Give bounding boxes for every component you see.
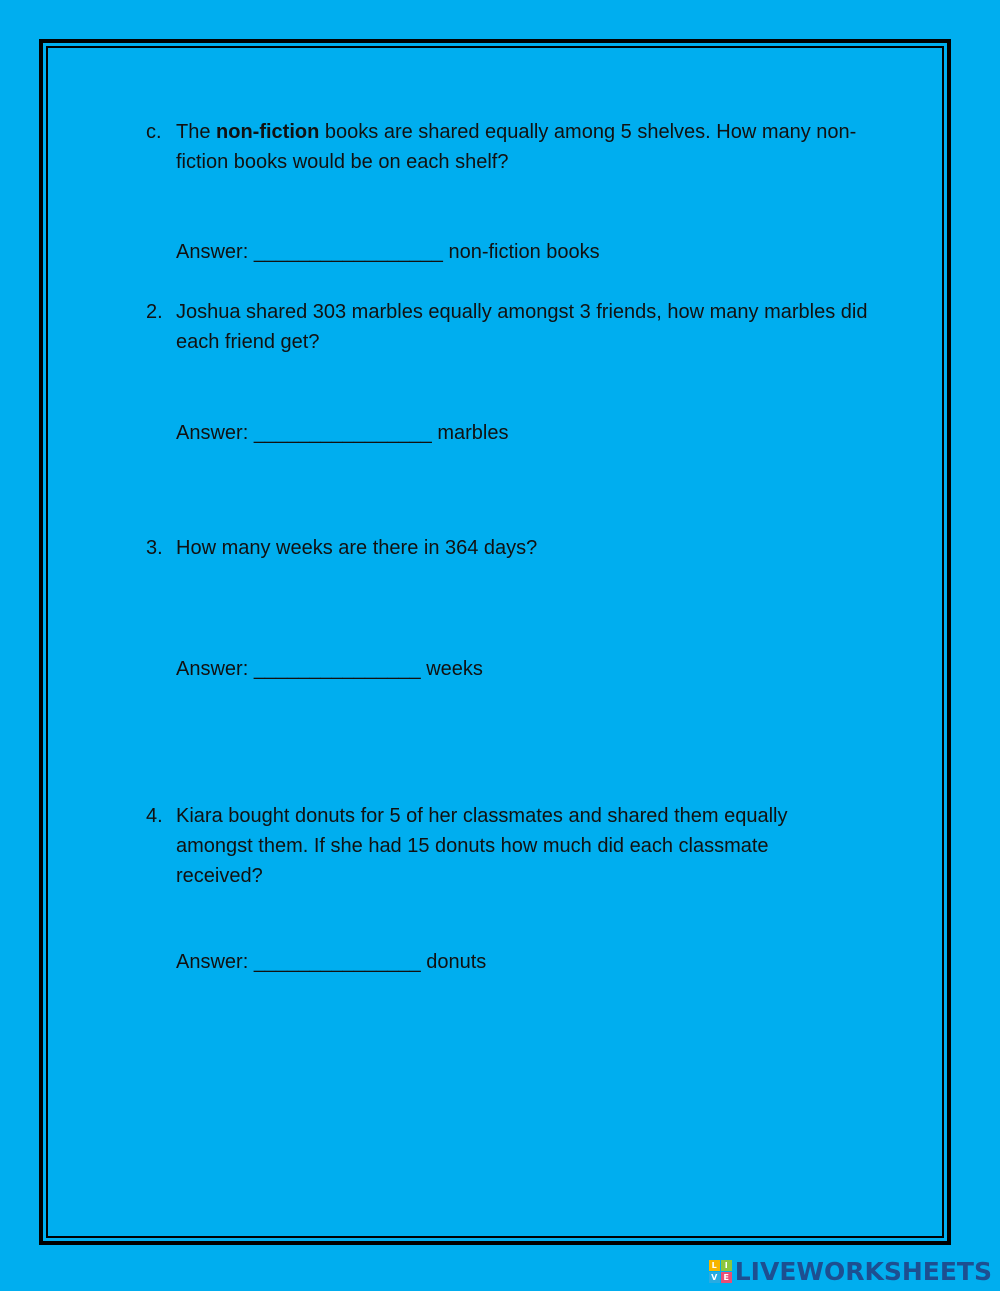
answer-3-label: Answer: xyxy=(176,658,249,680)
answer-c-label: Answer: xyxy=(176,241,249,263)
liveworksheets-logo-text: LIVEWORKSHEETS xyxy=(734,1256,992,1286)
answer-4 xyxy=(176,947,486,977)
question-c-text xyxy=(176,117,886,177)
logo-tile-i: I xyxy=(721,1260,732,1271)
answer-3-unit: weeks xyxy=(426,658,483,680)
answer-2-blank[interactable]: ________________ xyxy=(253,422,432,444)
answer-4-unit: donuts xyxy=(426,951,487,973)
answer-4-label: Answer: xyxy=(176,951,249,973)
question-c-text-bold: non-fiction xyxy=(216,121,320,143)
question-2-number: 2. xyxy=(146,301,163,323)
logo-tile-l: L xyxy=(709,1260,720,1271)
question-c-text-end: books are shared equally among 5 shelves. How many non-fiction books would be on each shelf? xyxy=(176,121,857,173)
answer-c xyxy=(176,237,600,267)
answer-4-blank[interactable]: _______________ xyxy=(253,951,421,973)
question-3-text: How many weeks are there in 364 days? xyxy=(176,537,538,559)
logo-tile-e: E xyxy=(721,1272,732,1283)
question-c-number: c. xyxy=(146,121,162,143)
worksheet-frame-inner xyxy=(46,46,944,1238)
question-3-number: 3. xyxy=(146,537,163,559)
answer-c-blank[interactable]: _________________ xyxy=(253,241,443,263)
logo-tile-v: V xyxy=(709,1272,720,1283)
liveworksheets-logo[interactable] xyxy=(709,1257,992,1285)
question-4-number: 4. xyxy=(146,805,163,827)
answer-2-label: Answer: xyxy=(176,422,249,444)
answer-2-unit: marbles xyxy=(437,422,509,444)
liveworksheets-logo-icon xyxy=(709,1260,732,1283)
question-2-text: Joshua shared 303 marbles equally amongst 3 friends, how many marbles did each friend get? xyxy=(176,301,868,353)
answer-2 xyxy=(176,418,508,448)
question-4-text: Kiara bought donuts for 5 of her classmates and shared them equally amongst them. If she had 15 donuts how much did each classmate received? xyxy=(176,805,788,887)
question-c-text-start: The xyxy=(176,121,217,143)
answer-c-unit: non-fiction books xyxy=(448,241,600,263)
answer-3 xyxy=(176,654,483,684)
answer-3-blank[interactable]: _______________ xyxy=(253,658,421,680)
worksheet-frame xyxy=(39,39,951,1245)
